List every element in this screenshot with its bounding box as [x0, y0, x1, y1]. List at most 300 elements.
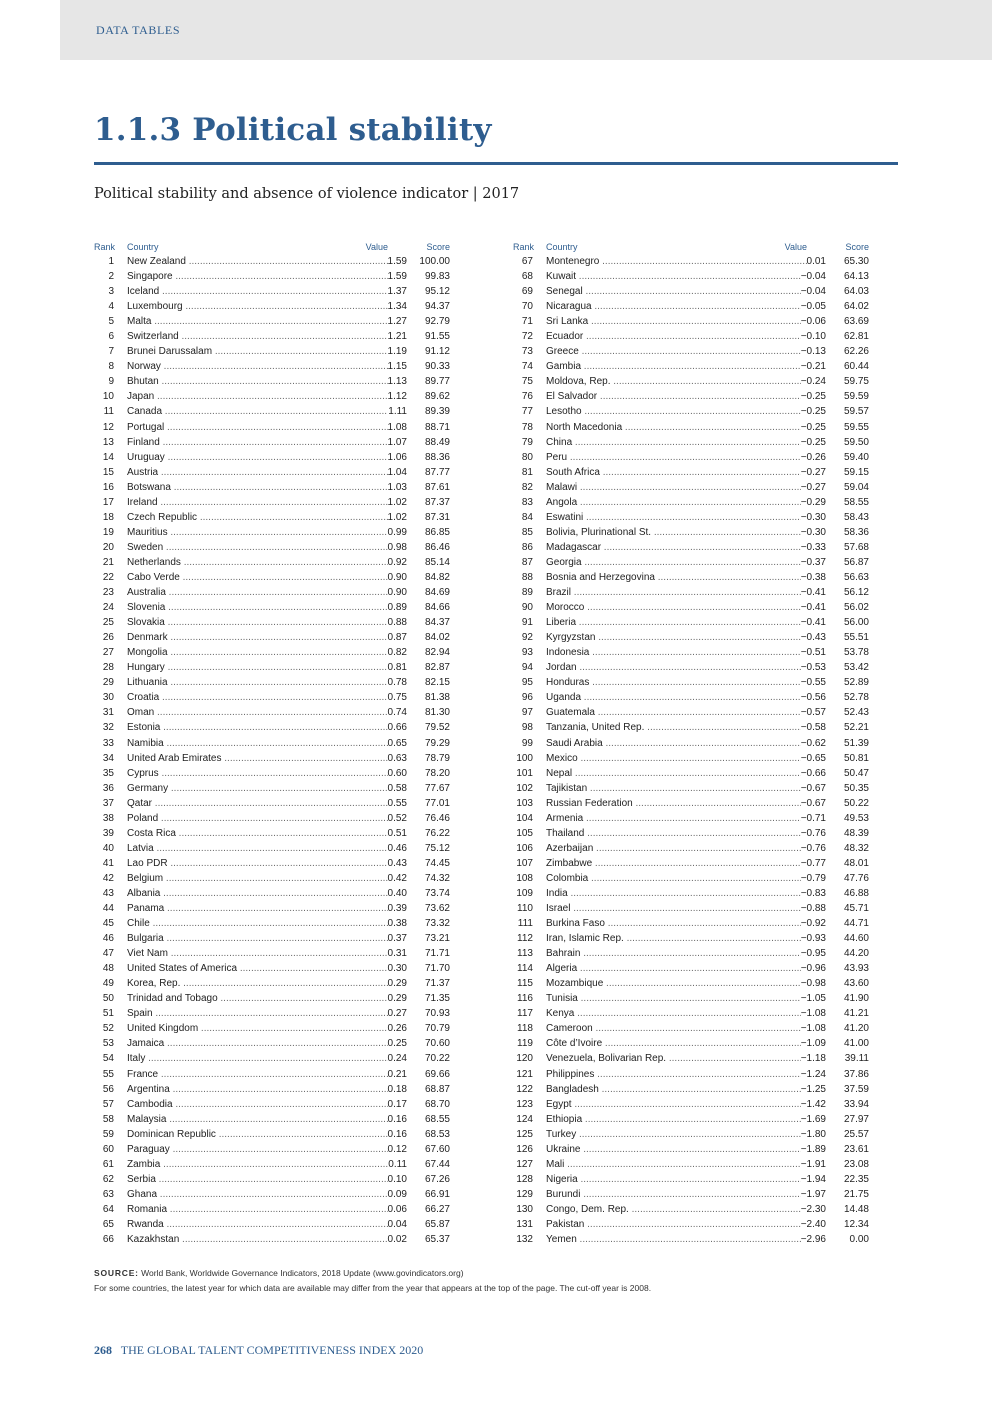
table-row — [513, 585, 869, 600]
score-cell: 50.81 — [829, 751, 869, 766]
score-cell: 12.34 — [829, 1217, 869, 1232]
value-cell: −0.24 — [800, 376, 826, 388]
table-row — [513, 931, 869, 946]
value-cell: 1.06 — [387, 451, 407, 463]
table-row — [513, 1067, 869, 1082]
header-rank: Rank — [513, 242, 535, 252]
table-row — [513, 1217, 869, 1232]
rank-cell: 34 — [102, 752, 114, 764]
rank-cell: 102 — [516, 782, 533, 794]
country-cell: Latvia ..... — [127, 841, 407, 856]
rank-cell: 57 — [102, 1098, 114, 1110]
score-cell: 59.75 — [829, 374, 869, 389]
rank-cell: 93 — [521, 647, 533, 659]
rank-cell: 98 — [521, 722, 533, 734]
rank-cell: 101 — [516, 767, 533, 779]
table-row — [94, 751, 450, 766]
rank-cell: 90 — [521, 602, 533, 614]
country-cell: Bhutan ..... — [127, 374, 407, 389]
country-cell: Zimbabwe ..... — [546, 856, 826, 871]
country-cell: Bahrain ..... — [546, 946, 826, 961]
country-cell: North Macedonia ..... — [546, 420, 826, 435]
value-cell: 0.10 — [387, 1173, 407, 1185]
table-row — [94, 690, 450, 705]
score-cell: 73.21 — [410, 931, 450, 946]
rank-cell: 13 — [102, 436, 114, 448]
country-cell: Albania ..... — [127, 886, 407, 901]
value-cell: 0.46 — [387, 842, 407, 854]
country-cell: Botswana ..... — [127, 480, 407, 495]
table-row — [513, 540, 869, 555]
value-cell: −2.30 — [800, 1203, 826, 1215]
country-cell: Tunisia ..... — [546, 991, 826, 1006]
score-cell: 74.45 — [410, 856, 450, 871]
value-cell: 0.60 — [387, 767, 407, 779]
rank-cell: 5 — [108, 316, 114, 328]
country-cell: Czech Republic ..... — [127, 510, 407, 525]
rank-cell: 7 — [108, 346, 114, 358]
country-cell: Thailand ..... — [546, 826, 826, 841]
score-cell: 64.03 — [829, 284, 869, 299]
country-cell: Senegal ..... — [546, 284, 826, 299]
source-line — [94, 1266, 651, 1281]
rank-cell: 108 — [516, 872, 533, 884]
score-cell: 56.87 — [829, 555, 869, 570]
table-row — [513, 344, 869, 359]
value-cell: −1.24 — [800, 1068, 826, 1080]
table-row — [513, 615, 869, 630]
table-row — [94, 705, 450, 720]
score-cell: 57.68 — [829, 540, 869, 555]
rank-cell: 130 — [516, 1203, 533, 1215]
country-cell: Colombia ..... — [546, 871, 826, 886]
value-cell: −0.26 — [800, 451, 826, 463]
score-cell: 71.37 — [410, 976, 450, 991]
rank-cell: 51 — [102, 1008, 114, 1020]
rank-cell: 56 — [102, 1083, 114, 1095]
value-cell: −0.53 — [800, 662, 826, 674]
country-cell: Korea, Rep. ..... — [127, 976, 407, 991]
value-cell: −1.89 — [800, 1143, 826, 1155]
table-row — [513, 796, 869, 811]
value-cell: 0.92 — [387, 556, 407, 568]
score-cell: 87.31 — [410, 510, 450, 525]
table-row — [513, 705, 869, 720]
value-cell: 1.59 — [387, 271, 407, 283]
value-cell: −0.98 — [800, 978, 826, 990]
score-cell: 74.32 — [410, 871, 450, 886]
rank-cell: 4 — [108, 301, 114, 313]
rank-cell: 72 — [521, 331, 533, 343]
score-cell: 64.13 — [829, 269, 869, 284]
country-cell: Morocco ..... — [546, 600, 826, 615]
table-row — [513, 901, 869, 916]
table-row — [513, 826, 869, 841]
table-row — [513, 1202, 869, 1217]
score-cell: 66.27 — [410, 1202, 450, 1217]
table-row — [513, 1082, 869, 1097]
value-cell: 0.78 — [387, 677, 407, 689]
value-cell: −0.25 — [800, 436, 826, 448]
rank-cell: 46 — [102, 933, 114, 945]
value-cell: −1.97 — [800, 1188, 826, 1200]
rank-cell: 20 — [102, 541, 114, 553]
country-cell: Peru ..... — [546, 450, 826, 465]
score-cell: 55.51 — [829, 630, 869, 645]
score-cell: 48.39 — [829, 826, 869, 841]
country-cell: Montenegro ..... — [546, 254, 826, 269]
table-row — [94, 660, 450, 675]
rank-cell: 12 — [102, 421, 114, 433]
table-row — [513, 600, 869, 615]
country-cell: Greece ..... — [546, 344, 826, 359]
value-cell: 1.19 — [387, 346, 407, 358]
score-cell: 53.78 — [829, 645, 869, 660]
rank-cell: 36 — [102, 782, 114, 794]
table-row — [513, 916, 869, 931]
country-cell: Mauritius ..... — [127, 525, 407, 540]
country-cell: Malawi ..... — [546, 480, 826, 495]
rank-cell: 11 — [103, 406, 114, 418]
rank-cell: 80 — [521, 451, 533, 463]
table-row — [513, 1172, 869, 1187]
header-score: Score — [426, 242, 450, 252]
value-cell: −0.04 — [800, 271, 826, 283]
table-row — [513, 1097, 869, 1112]
score-cell: 50.47 — [829, 766, 869, 781]
table-rows-right — [513, 254, 869, 1247]
value-cell: 0.12 — [387, 1143, 407, 1155]
table-row — [513, 1142, 869, 1157]
rank-cell: 96 — [521, 692, 533, 704]
country-cell: Liberia ..... — [546, 615, 826, 630]
country-cell: Brazil ..... — [546, 585, 826, 600]
score-cell: 89.77 — [410, 374, 450, 389]
table-row — [513, 450, 869, 465]
rank-cell: 19 — [102, 526, 114, 538]
rank-cell: 59 — [102, 1128, 114, 1140]
rank-cell: 112 — [517, 933, 533, 945]
country-cell: Nigeria ..... — [546, 1172, 826, 1187]
country-cell: Malaysia ..... — [127, 1112, 407, 1127]
rank-cell: 25 — [102, 617, 114, 629]
rank-cell: 37 — [102, 797, 114, 809]
country-cell: Kenya ..... — [546, 1006, 826, 1021]
rank-cell: 48 — [102, 963, 114, 975]
table-row — [94, 645, 450, 660]
country-cell: Uganda ..... — [546, 690, 826, 705]
rank-cell: 91 — [521, 617, 533, 629]
table-row — [513, 811, 869, 826]
value-cell: −0.41 — [800, 602, 826, 614]
rank-cell: 63 — [102, 1188, 114, 1200]
score-cell: 84.37 — [410, 615, 450, 630]
rank-cell: 22 — [102, 571, 114, 583]
score-cell: 23.61 — [829, 1142, 869, 1157]
table-row — [513, 555, 869, 570]
country-cell: Congo, Dem. Rep. ..... — [546, 1202, 826, 1217]
value-cell: 0.26 — [387, 1023, 407, 1035]
score-cell: 73.74 — [410, 886, 450, 901]
country-cell: Luxembourg ..... — [127, 299, 407, 314]
table-row — [513, 374, 869, 389]
country-cell: Sweden ..... — [127, 540, 407, 555]
rank-cell: 83 — [521, 496, 533, 508]
value-cell: 1.21 — [387, 331, 407, 343]
country-cell: Kuwait ..... — [546, 269, 826, 284]
value-cell: 0.21 — [387, 1068, 407, 1080]
value-cell: 0.51 — [387, 827, 407, 839]
value-cell: 0.40 — [387, 887, 407, 899]
value-cell: 0.24 — [387, 1053, 407, 1065]
table-row — [94, 1232, 450, 1247]
rank-cell: 129 — [516, 1188, 533, 1200]
score-cell: 95.12 — [410, 284, 450, 299]
score-cell: 84.82 — [410, 570, 450, 585]
country-cell: Kyrgyzstan ..... — [546, 630, 826, 645]
rank-cell: 92 — [521, 632, 533, 644]
table-row — [513, 871, 869, 886]
score-cell: 78.20 — [410, 766, 450, 781]
table-row — [94, 856, 450, 871]
table-row — [94, 299, 450, 314]
rank-cell: 95 — [521, 677, 533, 689]
score-cell: 82.87 — [410, 660, 450, 675]
value-cell: −0.79 — [800, 872, 826, 884]
country-cell: Argentina ..... — [127, 1082, 407, 1097]
country-cell: Algeria ..... — [546, 961, 826, 976]
country-cell: Portugal ..... — [127, 420, 407, 435]
value-cell: 0.55 — [387, 797, 407, 809]
rank-cell: 50 — [102, 993, 114, 1005]
rank-cell: 39 — [102, 827, 114, 839]
score-cell: 89.62 — [410, 389, 450, 404]
score-cell: 67.44 — [410, 1157, 450, 1172]
country-cell: China ..... — [546, 435, 826, 450]
country-cell: Bosnia and Herzegovina ..... — [546, 570, 826, 585]
table-row — [94, 374, 450, 389]
value-cell: −1.69 — [800, 1113, 826, 1125]
value-cell: 0.39 — [387, 903, 407, 915]
column-headers-left — [94, 242, 450, 254]
value-cell: 0.52 — [387, 812, 407, 824]
rank-cell: 67 — [521, 256, 533, 267]
score-cell: 44.20 — [829, 946, 869, 961]
country-cell: Burundi ..... — [546, 1187, 826, 1202]
value-cell: 1.27 — [387, 316, 407, 328]
country-cell: Ireland ..... — [127, 495, 407, 510]
table-row — [94, 886, 450, 901]
table-row — [94, 284, 450, 299]
score-cell: 71.35 — [410, 991, 450, 1006]
table-row — [94, 720, 450, 735]
country-cell: Nicaragua ..... — [546, 299, 826, 314]
value-cell: −0.25 — [800, 421, 826, 433]
rank-cell: 49 — [102, 978, 114, 990]
value-cell: −2.96 — [800, 1234, 826, 1246]
country-cell: Madagascar ..... — [546, 540, 826, 555]
rank-cell: 127 — [516, 1158, 533, 1170]
value-cell: 0.18 — [387, 1083, 407, 1095]
score-cell: 33.94 — [829, 1097, 869, 1112]
value-cell: 1.04 — [387, 466, 407, 478]
value-cell: −0.96 — [800, 963, 826, 975]
value-cell: 0.29 — [387, 978, 407, 990]
value-cell: −2.40 — [800, 1219, 826, 1230]
rank-cell: 16 — [102, 481, 114, 493]
value-cell: −0.41 — [800, 587, 826, 599]
publication-title: THE GLOBAL TALENT COMPETITIVENESS INDEX 2020 — [120, 1343, 424, 1357]
value-cell: 0.87 — [387, 632, 407, 644]
score-cell: 78.79 — [410, 751, 450, 766]
country-cell: Tanzania, United Rep. ..... — [546, 720, 826, 735]
score-cell: 87.37 — [410, 495, 450, 510]
rank-cell: 77 — [521, 406, 533, 418]
value-cell: −1.09 — [800, 1038, 826, 1050]
score-cell: 48.01 — [829, 856, 869, 871]
country-cell: Moldova, Rep. ..... — [546, 374, 826, 389]
value-cell: −0.04 — [800, 286, 826, 298]
table-row — [513, 329, 869, 344]
value-cell: 0.04 — [387, 1219, 407, 1230]
rank-cell: 104 — [516, 812, 533, 824]
value-cell: −0.25 — [800, 391, 826, 403]
country-cell: United Kingdom ..... — [127, 1021, 407, 1036]
score-cell: 70.60 — [410, 1036, 450, 1051]
value-cell: 1.02 — [387, 511, 407, 523]
score-cell: 56.63 — [829, 570, 869, 585]
rank-cell: 2 — [108, 271, 114, 283]
country-cell: Cambodia ..... — [127, 1097, 407, 1112]
rank-cell: 81 — [521, 466, 533, 478]
country-cell: Qatar ..... — [127, 796, 407, 811]
table-row — [513, 435, 869, 450]
value-cell: −0.76 — [800, 827, 826, 839]
country-cell: Eswatini ..... — [546, 510, 826, 525]
table-row — [94, 1142, 450, 1157]
country-cell: Ecuador ..... — [546, 329, 826, 344]
country-cell: Mali ..... — [546, 1157, 826, 1172]
value-cell: 0.82 — [387, 647, 407, 659]
table-row — [513, 645, 869, 660]
value-cell: 0.98 — [387, 541, 407, 553]
table-row — [513, 856, 869, 871]
value-cell: 0.02 — [387, 1234, 407, 1246]
table-row — [513, 495, 869, 510]
rank-cell: 118 — [517, 1023, 533, 1035]
country-cell: Estonia ..... — [127, 720, 407, 735]
value-cell: 0.29 — [387, 993, 407, 1005]
value-cell: −1.08 — [800, 1008, 826, 1020]
value-cell: −0.30 — [800, 511, 826, 523]
table-row — [513, 841, 869, 856]
score-cell: 56.12 — [829, 585, 869, 600]
score-cell: 14.48 — [829, 1202, 869, 1217]
rank-cell: 126 — [516, 1143, 533, 1155]
score-cell: 68.53 — [410, 1127, 450, 1142]
country-cell: Turkey ..... — [546, 1127, 826, 1142]
score-cell: 59.40 — [829, 450, 869, 465]
value-cell: −0.41 — [800, 617, 826, 629]
table-row — [94, 1112, 450, 1127]
country-cell: United Arab Emirates ..... — [127, 751, 407, 766]
value-cell: −0.55 — [800, 677, 826, 689]
value-cell: −0.37 — [800, 556, 826, 568]
score-cell: 45.71 — [829, 901, 869, 916]
country-cell: Georgia ..... — [546, 555, 826, 570]
score-cell: 88.36 — [410, 450, 450, 465]
rank-cell: 60 — [102, 1143, 114, 1155]
rank-cell: 38 — [102, 812, 114, 824]
score-cell: 58.43 — [829, 510, 869, 525]
table-row — [94, 435, 450, 450]
score-cell: 75.12 — [410, 841, 450, 856]
country-cell: Spain ..... — [127, 1006, 407, 1021]
score-cell: 81.30 — [410, 705, 450, 720]
score-cell: 39.11 — [829, 1051, 869, 1066]
rank-cell: 84 — [521, 511, 533, 523]
table-row — [513, 1187, 869, 1202]
country-cell: Panama ..... — [127, 901, 407, 916]
rank-cell: 73 — [521, 346, 533, 358]
score-cell: 67.60 — [410, 1142, 450, 1157]
country-cell: France ..... — [127, 1067, 407, 1082]
country-cell: Chile ..... — [127, 916, 407, 931]
score-cell: 70.79 — [410, 1021, 450, 1036]
value-cell: 0.17 — [387, 1098, 407, 1110]
table-row — [94, 359, 450, 374]
table-row — [513, 404, 869, 419]
value-cell: −1.25 — [800, 1083, 826, 1095]
rank-cell: 117 — [517, 1008, 533, 1020]
table-column-right — [513, 242, 869, 1247]
value-cell: 0.31 — [387, 948, 407, 960]
score-cell: 82.94 — [410, 645, 450, 660]
value-cell: 0.99 — [387, 526, 407, 538]
rank-cell: 33 — [102, 737, 114, 749]
table-row — [94, 510, 450, 525]
table-row — [94, 420, 450, 435]
score-cell: 84.66 — [410, 600, 450, 615]
score-cell: 64.02 — [829, 299, 869, 314]
table-row — [94, 1157, 450, 1172]
table-row — [513, 389, 869, 404]
score-cell: 82.15 — [410, 675, 450, 690]
source-label: SOURCE: — [94, 1268, 139, 1278]
table-row — [513, 690, 869, 705]
table-row — [513, 736, 869, 751]
rank-cell: 87 — [521, 556, 533, 568]
value-cell: −0.71 — [800, 812, 826, 824]
value-cell: 0.09 — [387, 1188, 407, 1200]
value-cell: 0.27 — [387, 1008, 407, 1020]
country-cell: Zambia ..... — [127, 1157, 407, 1172]
value-cell: −0.21 — [800, 361, 826, 373]
value-cell: 0.06 — [387, 1203, 407, 1215]
country-cell: Australia ..... — [127, 585, 407, 600]
score-cell: 41.21 — [829, 1006, 869, 1021]
table-row — [513, 946, 869, 961]
value-cell: −1.05 — [800, 993, 826, 1005]
country-cell: Gambia ..... — [546, 359, 826, 374]
rank-cell: 124 — [516, 1113, 533, 1125]
value-cell: 1.12 — [387, 391, 407, 403]
value-cell: 0.75 — [387, 692, 407, 704]
table-row — [513, 991, 869, 1006]
value-cell: −0.27 — [800, 466, 826, 478]
score-cell: 59.59 — [829, 389, 869, 404]
rank-cell: 30 — [102, 692, 114, 704]
